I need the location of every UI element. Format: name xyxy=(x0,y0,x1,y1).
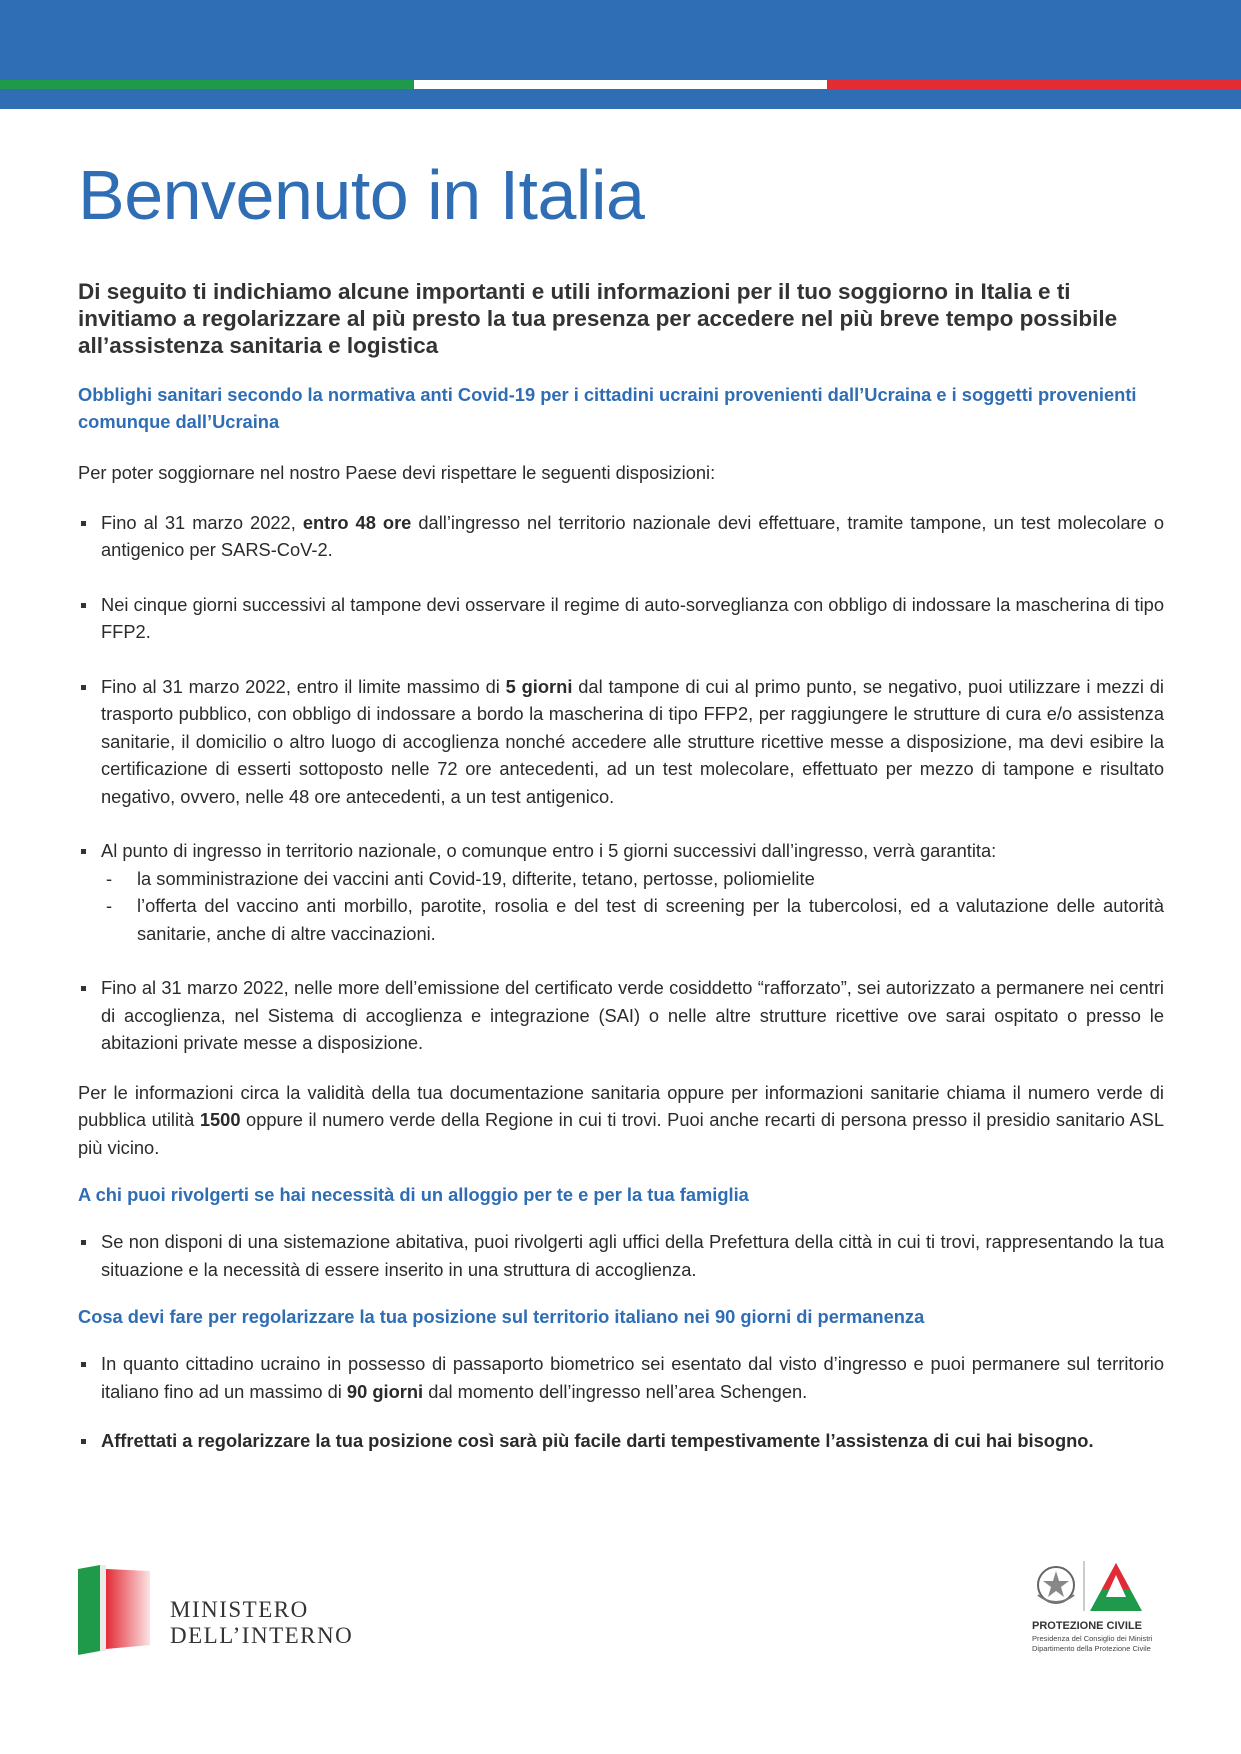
document-body xyxy=(78,150,1164,1455)
pc-title: PROTEZIONE CIVILE xyxy=(1032,1620,1143,1632)
list-item: Affrettati a regolarizzare la tua posizione così sarà più facile darti tempestivamente l’assistenza di cui hai bisogno. xyxy=(78,1427,1164,1455)
list-item: Fino al 31 marzo 2022, nelle more dell’emissione del certificato verde cosiddetto “rafforzato”, sei autorizzato a permanere nei centri di accoglienza, nel Sistema di accoglienza e integrazione (SAI) o nelle altre strutture ricettive ove sarai ospitato o presso le abitazioni private messe a disposizione. xyxy=(78,974,1164,1057)
header-band xyxy=(0,89,1241,109)
pc-line1: Presidenza del Consiglio dei Ministri xyxy=(1032,1634,1153,1643)
section-lead: Per poter soggiornare nel nostro Paese devi rispettare le seguenti disposizioni: xyxy=(78,462,716,483)
header-bar xyxy=(0,0,1241,80)
list-item: Nei cinque giorni successivi al tampone devi osservare il regime di auto-sorveglianza con obbligo di indossare la mascherina di tipo FFP2. xyxy=(78,591,1164,646)
italian-flag-stripe xyxy=(0,80,1241,89)
list-item: Fino al 31 marzo 2022, entro 48 ore dall’ingresso nel territorio nazionale devi effettuare, tramite tampone, un test molecolare o antigenico per SARS-CoV-2. xyxy=(78,509,1164,564)
pc-line2: Dipartimento della Protezione Civile xyxy=(1032,1644,1151,1653)
emblem-icon xyxy=(1038,1567,1074,1603)
sub-list-item: - l’offerta del vaccino anti morbillo, parotite, rosolia e del test di screening per la tubercolosi, ed a valutazione delle autorità sanitarie, anche di altre vaccinazioni. xyxy=(106,895,1164,944)
list-item: Se non disponi di una sistemazione abitativa, puoi rivolgerti agli uffici della Prefettura della città in cui ti trovi, rappresentando la tua situazione e la necessità di essere inserito in una struttura di accoglienza. xyxy=(78,1228,1164,1283)
health-bullets xyxy=(78,509,1164,1057)
housing-bullets xyxy=(78,1228,1164,1283)
ministero-line2: DELL’INTERNO xyxy=(170,1623,354,1648)
ministero-interno-logo xyxy=(78,1565,378,1655)
info-paragraph: Per le informazioni circa la validità della tua documentazione sanitaria oppure per informazioni sanitarie chiama il numero verde di pubblica utilità 1500 oppure il numero verde della Regione in cui ti trovi. Puoi anche recarti di persona presso il presidio sanitario ASL più vicino. xyxy=(78,1081,1165,1158)
sub-list-item: - la somministrazione dei vaccini anti Covid-19, difterite, tetano, pertosse, poliomielite xyxy=(106,867,815,889)
list-item: In quanto cittadino ucraino in possesso di passaporto biometrico sei esentato dal visto d’ingresso e puoi permanere sul territorio italiano fino ad un massimo di 90 giorni dal momento dell’ingresso nell’area Schengen. xyxy=(78,1350,1164,1405)
page-title: Benvenuto in Italia xyxy=(78,156,645,234)
intro-text: Di seguito ti indichiamo alcune importanti e utili informazioni per il tuo soggiorno in Italia e ti invitiamo a regolarizzare al più presto la tua presenza per accedere nel più breve tempo possibile all’assistenza sanitaria e logistica xyxy=(78,279,1118,358)
section-heading-health: Obblighi sanitari secondo la normativa anti Covid-19 per i cittadini ucraini provenienti dall’Ucraina e i soggetti provenienti comunque dall’Ucraina xyxy=(78,384,1137,432)
section-heading-residence: Cosa devi fare per regolarizzare la tua posizione sul territorio italiano nei 90 giorni di permanenza xyxy=(78,1306,925,1327)
list-item: Fino al 31 marzo 2022, entro il limite massimo di 5 giorni dal tampone di cui al primo punto, se negativo, puoi utilizzare i mezzi di trasporto pubblico, con obbligo di indossare a bordo la mascherina di tipo FFP2, per raggiungere le strutture di cura e/o assistenza sanitarie, il domicilio o altro luogo di accoglienza nonché accedere alle strutture ricettive messe a disposizione, ma devi esibire la certificazione di esserti sottoposto nelle 72 ore antecedenti, ad un test molecolare, effettuato per mezzo di tampone e risultato negativo, ovvero, nelle 48 ore antecedenti, a un test antigenico. xyxy=(78,673,1164,811)
protezione-civile-triangle-icon xyxy=(1090,1563,1142,1611)
residence-bullets xyxy=(78,1350,1164,1455)
ministero-line1: MINISTERO xyxy=(170,1597,309,1622)
list-item: Al punto di ingresso in territorio nazionale, o comunque entro i 5 giorni successivi dall’ingresso, verrà garantita: - la somministrazione dei vaccini anti Covid-19, difterite, tetano, pertosse, poliomielite - l’offerta del vaccino anti morbillo, parotite, rosolia e del test di screening per la tubercolosi, ed a valutazione delle autorità sanitarie, anche di altre vaccinazioni. xyxy=(78,837,1164,947)
section-heading-housing: A chi puoi rivolgerti se hai necessità di un alloggio per te e per la tua famiglia xyxy=(78,1184,749,1205)
protezione-civile-logo xyxy=(1030,1555,1170,1665)
